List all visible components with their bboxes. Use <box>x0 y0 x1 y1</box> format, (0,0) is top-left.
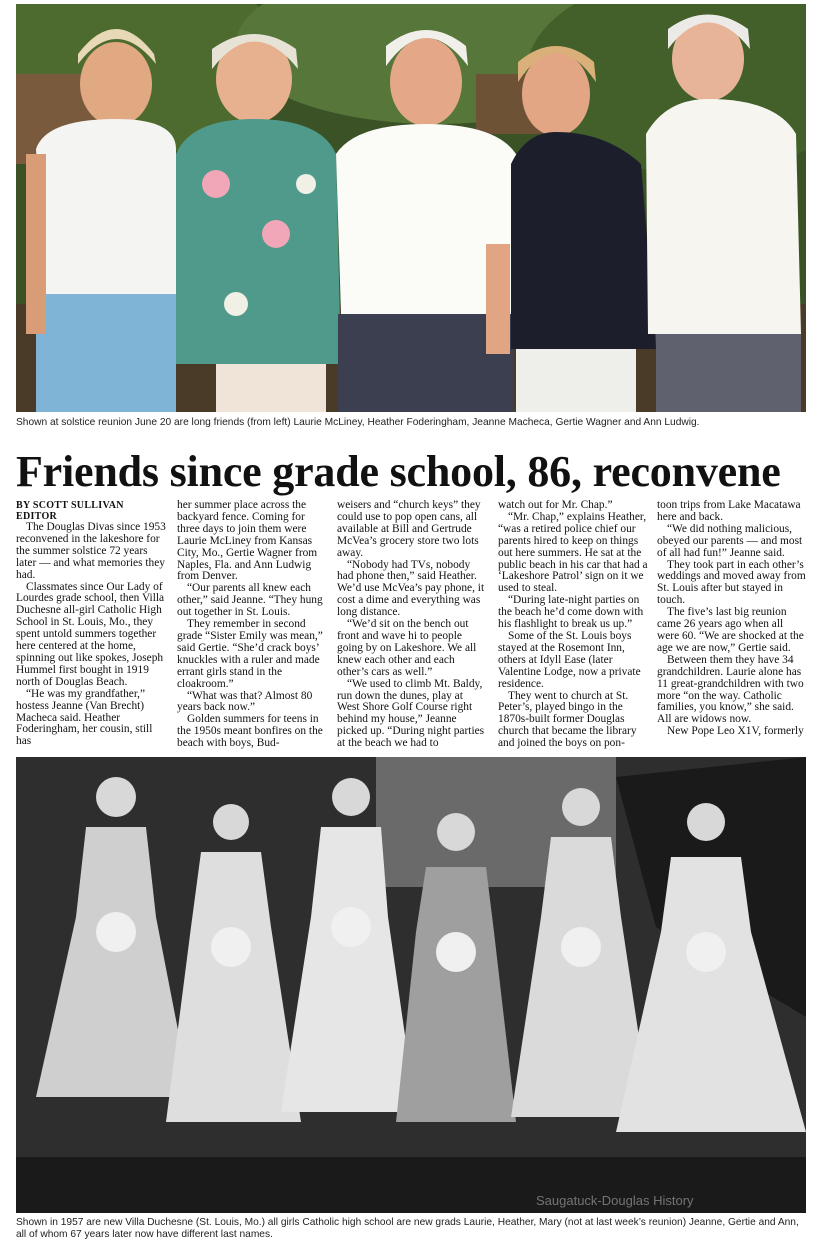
paragraph: They went to church at St. Peter’s, played bingo in the 1870s-built former Douglas church that became the library and joined the boys on pon- <box>498 689 637 750</box>
paragraph: “What was that? Almost 80 years back now.” <box>177 689 313 714</box>
bottom-photo-illustration <box>16 757 806 1213</box>
paragraph: weisers and “church keys” they could use to pop open cans, all available at Bill and Gertrude McVea’s grocery store two lots away. <box>337 499 481 559</box>
bottom-photo <box>16 757 806 1213</box>
paragraph: The Douglas Divas since 1953 reconvened in the lakeshore for the summer solstice 72 years later — and what memories they had. <box>16 521 166 581</box>
paragraph: her summer place across the backyard fence. Coming for three days to join them were Laurie McLiney from Kansas City, Mo., Gertie Wagner from Naples, Fla. and Ann Ludwig from Denver. <box>177 499 318 583</box>
top-photo <box>16 4 806 412</box>
photo-watermark: Saugatuck-Douglas History <box>536 1193 694 1208</box>
headline: Friends since grade school, 86, reconvene <box>16 447 781 496</box>
paragraph: “Our parents all knew each other,” said Jeanne. “They hung out together in St. Louis. <box>177 582 323 619</box>
paragraph: “Mr. Chap,” explains Heather, “was a retired police chief our parents hired to keep on things out here summers. He sat at the public beach in his car that had a ‘Lakeshore Patrol’ sign on it we used to steal. <box>498 510 648 595</box>
article-column-3 <box>337 500 487 750</box>
top-photo-illustration <box>16 4 806 412</box>
paragraph: “We used to climb Mt. Baldy, run down the dunes, play at West Shore Golf Course right behind my house,” Jeanne picked up. “During night parties at the beach we had to <box>337 677 485 750</box>
paragraph: “During late-night parties on the beach he’d come down with his flashlight to break us up.” <box>498 594 644 631</box>
paragraph: Golden summers for teens in the 1950s meant bonfires on the beach with boys, Bud- <box>177 713 323 750</box>
article-column-2 <box>177 500 327 750</box>
paragraph: “He was my grandfather,” hostess Jeanne (Van Brecht) Macheca said. Heather Foderingham, her cousin, still has <box>16 687 153 748</box>
top-photo-caption: Shown at solstice reunion June 20 are long friends (from left) Laurie McLiney, Heather Foderingham, Jeanne Macheca, Gertie Wagner and Ann Ludwig. <box>16 417 700 428</box>
paragraph: The five’s last big reunion came 26 years ago when all were 60. “We are shocked at the age we are now,” Gertie said. <box>657 606 804 654</box>
paragraph: “Nobody had TVs, nobody had phone then,” said Heather. We’d use McVea’s pay phone, it cost a dime and everything was long distance. <box>337 558 485 619</box>
paragraph: They remember in second grade “Sister Emily was mean,” said Gertie. “She’d crack boys’ knuckles with a ruler and made errant girls stand in the cloakroom.” <box>177 618 323 690</box>
paragraph: toon trips from Lake Macatawa here and back. <box>657 499 801 523</box>
byline-name: BY SCOTT SULLIVAN <box>16 500 124 511</box>
paragraph: New Pope Leo X1V, formerly <box>667 725 804 738</box>
bottom-photo-caption: Shown in 1957 are new Villa Duchesne (St. Louis, Mo.) all girls Catholic high school are new grads Laurie, Heather, Mary (not at last week’s reunion) Jeanne, Gertie and Ann, all of whom 67 years later now have different last names. <box>16 1217 799 1240</box>
paragraph: “We’d sit on the bench out front and wave hi to people going by on Lakeshore. We all knew each other and each other’s cars as well.” <box>337 618 477 678</box>
paragraph: “We did nothing malicious, obeyed our parents — and most of all had fun!” Jeanne said. <box>657 522 803 559</box>
paragraph: watch out for Mr. Chap.” <box>498 499 613 511</box>
article-body <box>16 500 806 750</box>
article-column-1 <box>16 500 166 748</box>
paragraph: They took part in each other’s weddings and moved away from St. Louis after but stayed in touch. <box>657 558 806 607</box>
byline-title: EDITOR <box>16 511 58 522</box>
paragraph: Classmates since Our Lady of Lourdes grade school, then Villa Duchesne all-girl Catholic High School in St. Louis, Mo., they spent untold summers together here centered at the home, spinning out like spokes, Joseph Hummel first bought in 1919 north of Douglas Beach. <box>16 580 165 688</box>
paragraph: Between them they have 34 grandchildren. Laurie alone has 11 great-grandchildren with two more “on the way. Catholic families, you know,” she said. All are widows now. <box>657 653 804 726</box>
article-column-5 <box>657 500 807 738</box>
paragraph: Some of the St. Louis boys stayed at the Rosemont Inn, others at Idyll Ease (later Valentine Lodge, now a private residence. <box>498 629 641 690</box>
article-column-4 <box>498 500 648 750</box>
